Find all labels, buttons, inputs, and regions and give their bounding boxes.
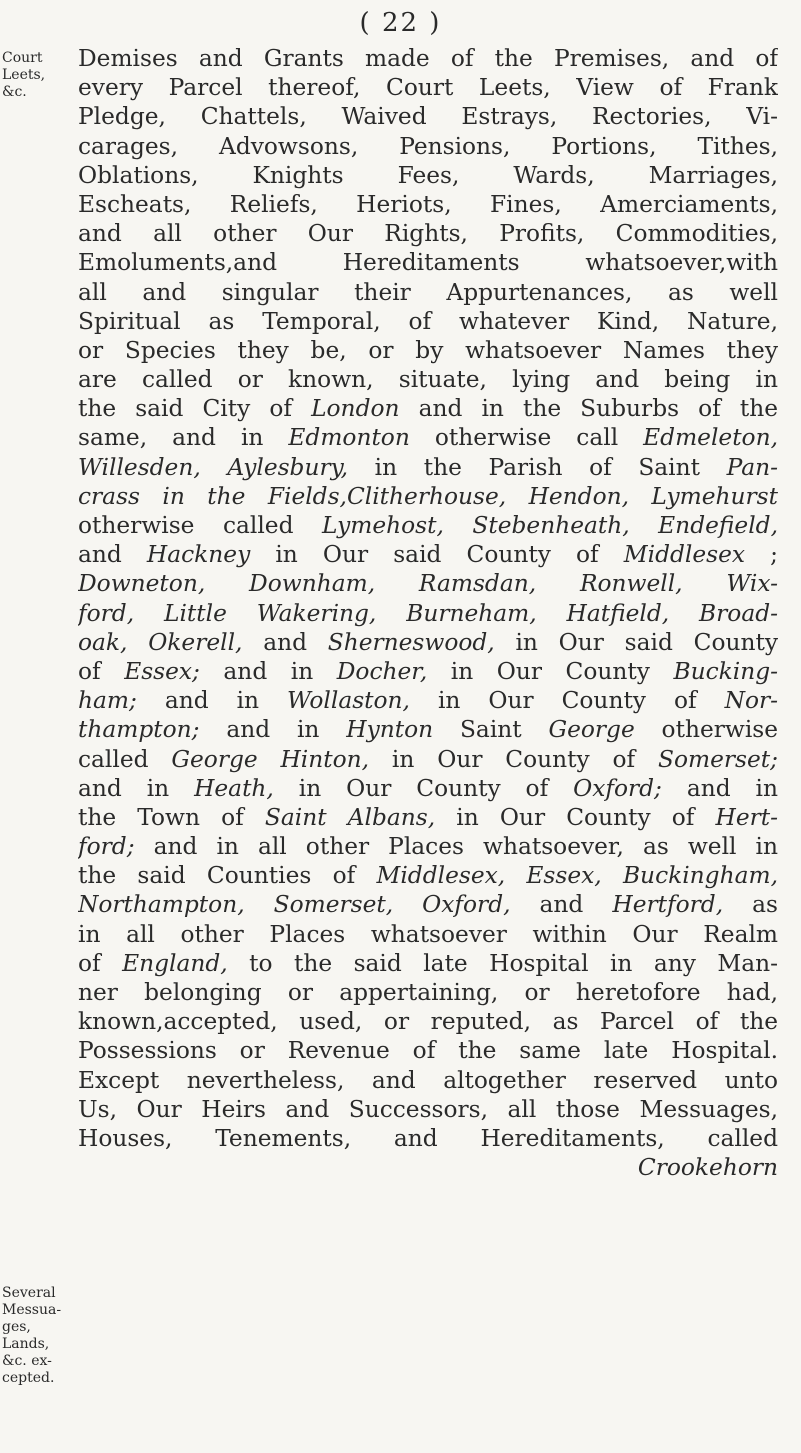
text-line [78,1036,778,1065]
text-segment: of [78,949,123,977]
text-segment: and [510,891,613,919]
text-line [78,1007,778,1036]
italic-text: George [548,716,635,744]
text-segment: in Our said County [494,628,778,656]
text-segment: and in [136,687,288,715]
text-segment: and in [661,774,778,802]
text-segment: in the Parish of Saint [348,453,727,481]
italic-text: Edmeleton, [643,424,778,452]
text-line [78,73,778,102]
italic-text: Wollaston, [287,687,410,715]
text-line [78,657,778,686]
text-segment: of [78,657,125,685]
italic-text: London [311,395,400,423]
text-segment: as [723,891,778,919]
italic-text: ford, Little Wakering, Burneham, Hatfield, Broad- [78,599,778,627]
margin-note-several-messuages [2,1285,76,1387]
margin-note-line: ges, Lands, [2,1319,50,1352]
italic-text: Somerset; [658,745,778,773]
text-segment: ner belonging or appertaining, or heretofore had, [78,979,778,1006]
text-segment: Except nevertheless, and altogether reserved unto [78,1066,778,1094]
italic-text: Lymehost, Stebenheath, Endefield, [322,512,778,539]
text-segment: and in the Suburbs of the [399,395,778,423]
text-line [78,365,778,394]
text-segment: in Our said County of [250,541,624,569]
text-line [78,628,778,657]
text-segment: every Parcel thereof, Court Leets, View of Frank [78,74,778,102]
text-line [78,540,778,569]
text-segment: in Our County of [273,774,574,802]
italic-text: Edmonton [288,424,410,452]
text-segment: in Our County of [409,687,725,715]
text-line [78,190,778,219]
text-line [78,394,778,423]
text-segment: and in [199,657,337,685]
text-line [78,774,778,803]
italic-text: Crookehorn [637,1154,778,1182]
text-line [78,920,778,949]
text-segment: the Town of [78,803,265,831]
italic-text: Hert- [715,803,778,831]
text-segment: otherwise call [409,424,644,452]
text-segment: Oblations, Knights Fees, Wards, Marriages, [78,161,778,189]
text-segment: Houses, Tenements, and Hereditaments, called [78,1124,778,1152]
text-segment: the said Counties of [78,862,377,890]
text-segment: and in all other Places whatsoever, as well in [134,833,778,861]
text-segment: and all other Our Rights, Profits, Commodities, [78,220,778,248]
italic-text: Hertford, [612,891,724,919]
text-segment: and [242,628,328,656]
italic-text: Essex; [124,657,200,685]
text-segment: Emoluments,and Hereditaments whatsoever,with [78,249,778,277]
text-segment: Us, Our Heirs and Successors, all those Messuages, [78,1095,778,1123]
text-line [78,978,778,1007]
text-segment: to the said late Hospital in any Man- [227,949,778,977]
margin-note-line: Several [2,1285,56,1301]
text-segment: known,accepted, used, or reputed, as Parcel of the [78,1008,778,1036]
text-segment: Saint [433,716,549,744]
text-line [78,686,778,715]
text-line [78,832,778,861]
italic-text: Hackney [146,541,251,569]
italic-text: Sherneswood, [327,628,495,656]
text-line [78,161,778,190]
text-segment: Possessions or Revenue of the same late Hospital. [78,1037,778,1065]
text-segment: Pledge, Chattels, Waived Estrays, Rectories, Vi- [78,103,778,131]
text-segment: and in [78,774,195,802]
italic-text: Hynton [346,716,434,744]
text-line [78,599,778,628]
text-segment: otherwise called [78,512,323,539]
text-segment: or Species they be, or by whatsoever Names they [78,336,778,364]
text-line [78,219,778,248]
italic-text: Middlesex [623,541,746,569]
margin-note-line: cepted. [2,1370,55,1386]
text-line [78,102,778,131]
italic-text: thampton; [78,716,200,744]
text-segment: Demises and Grants made of the Premises, and of [78,45,778,72]
italic-text: Docher, [336,657,428,685]
text-line [78,1095,778,1124]
margin-note-line: Leets, [2,67,46,83]
text-line [78,745,778,774]
text-line [78,482,778,511]
text-segment: in Our County of [369,745,659,773]
text-line [78,569,778,598]
text-line [78,453,778,482]
margin-note-line: Court [2,50,43,66]
text-line [78,132,778,161]
page-number: ( 22 ) [359,8,442,38]
italic-text: oak, Okerell, [78,628,243,656]
text-line [78,715,778,744]
italic-text: Middlesex, Essex, Buckingham, [376,862,778,890]
text-segment: ; [745,541,778,569]
text-segment: and in [199,716,347,744]
text-line [78,890,778,919]
text-segment: in Our County [427,657,674,685]
italic-text: Bucking- [673,657,778,685]
text-segment: the said City of [78,395,312,423]
text-line [78,861,778,890]
text-segment: called [78,745,172,773]
text-line [78,307,778,336]
text-line [78,949,778,978]
text-segment: otherwise [634,716,778,744]
text-line [78,511,778,540]
italic-text: Pan- [726,453,778,481]
italic-text: Heath, [194,774,274,802]
text-segment: in all other Places whatsoever within Our Realm [78,920,778,948]
text-line [78,336,778,365]
italic-text: George Hinton, [171,745,370,773]
italic-text: Willesden, Aylesbury, [78,453,349,481]
text-segment: are called or known, situate, lying and being in [78,366,778,394]
text-segment: same, and in [78,424,289,452]
text-line [78,278,778,307]
text-line [78,1153,778,1182]
italic-text: Northampton, Somerset, Oxford, [78,891,511,919]
text-line [78,1066,778,1095]
text-segment: carages, Advowsons, Pensions, Portions, Tithes, [78,132,778,160]
italic-text: ham; [78,687,137,715]
italic-text: Downeton, Downham, Ramsdan, Ronwell, Wix- [78,570,778,598]
margin-note-line: &c. ex- [2,1353,52,1369]
italic-text: crass in the Fields,Clitherhouse, Hendon, Lymehurst [78,482,778,510]
italic-text: England, [122,949,228,977]
text-line [78,248,778,277]
italic-text: Saint Albans, [264,803,436,831]
italic-text: Nor- [724,687,778,715]
text-segment: and [78,541,147,569]
text-line [78,44,778,73]
italic-text: ford; [78,833,135,861]
body-text [78,44,778,1182]
text-segment: in Our County of [435,803,716,831]
text-segment: all and singular their Appurtenances, as well [78,278,778,306]
italic-text: Oxford; [573,774,662,802]
margin-note-line: Messua- [2,1302,62,1318]
text-line [78,803,778,832]
margin-note-court-leets [2,50,76,101]
text-line [78,423,778,452]
text-segment: Spiritual as Temporal, of whatever Kind, Nature, [78,307,778,335]
text-segment: Escheats, Reliefs, Heriots, Fines, Amerciaments, [78,190,778,218]
margin-note-line: &c. [2,84,27,100]
text-line [78,1124,778,1153]
